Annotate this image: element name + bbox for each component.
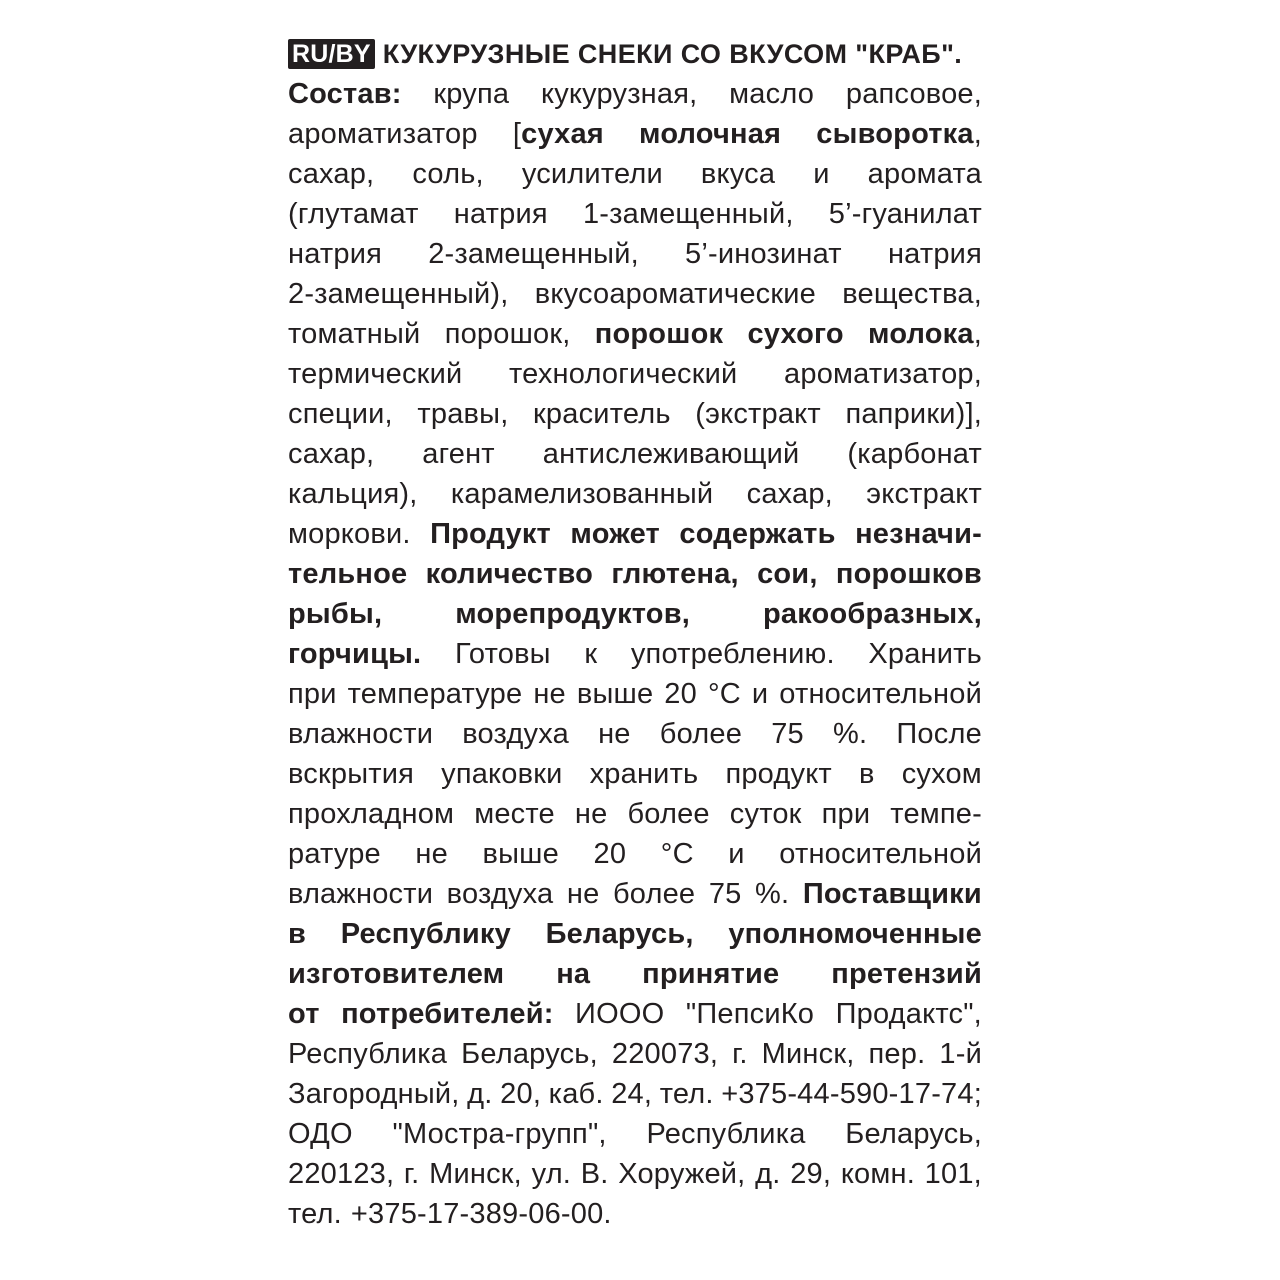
text-word: масло xyxy=(729,78,815,110)
ingredients-label xyxy=(288,34,982,1234)
text-word: крупа xyxy=(433,78,510,110)
text-line xyxy=(288,514,982,554)
text-word: Республика xyxy=(288,1038,448,1070)
text-word: употреблению. xyxy=(630,638,835,670)
text-line xyxy=(288,114,982,154)
text-line xyxy=(288,1194,982,1234)
text-word: Продактс", xyxy=(835,998,982,1030)
text-word: более xyxy=(659,718,743,750)
text-word: г. xyxy=(403,1158,420,1190)
text-line xyxy=(288,714,982,754)
text-word: пер. xyxy=(868,1038,926,1070)
text-word: °С xyxy=(660,838,694,870)
text-word: глютена, xyxy=(611,558,739,590)
text-word: порошок xyxy=(594,318,724,350)
text-word: на xyxy=(556,958,591,990)
text-word: вкуса xyxy=(700,158,776,190)
text-line xyxy=(288,274,982,314)
text-word: молока, xyxy=(868,318,982,350)
text-word: и xyxy=(751,678,769,710)
text-word: Готовы xyxy=(454,638,551,670)
text-word: натрия xyxy=(288,238,383,270)
text-word: комн. xyxy=(840,1158,915,1190)
text-word: усилители xyxy=(521,158,663,190)
text-word: и xyxy=(728,838,745,870)
text-word: 2-замещенный, xyxy=(428,238,639,270)
text-word: Загородный, xyxy=(288,1078,460,1110)
text-word: Поставщики xyxy=(802,878,982,910)
text-line xyxy=(288,674,982,714)
text-word: Беларусь, xyxy=(545,918,694,950)
text-word: каб. xyxy=(548,1078,604,1110)
text-word: 20 xyxy=(593,838,627,870)
text-word: выше xyxy=(482,838,559,870)
text-word: и xyxy=(813,158,830,190)
text-word: травы, xyxy=(417,398,509,430)
text-line xyxy=(288,874,982,914)
text-word: горчицы. xyxy=(288,638,422,670)
text-word: ароматизатор xyxy=(288,118,478,150)
text-word: 5’-гуанилат xyxy=(828,198,982,230)
text-word: 29, xyxy=(790,1158,832,1190)
text-line xyxy=(288,1034,982,1074)
text-line xyxy=(288,394,982,434)
text-word: порошков xyxy=(835,558,982,590)
text-word: порошок, xyxy=(444,318,571,350)
text-word: термический xyxy=(288,358,463,390)
text-word: После xyxy=(896,718,982,750)
text-word: вещества, xyxy=(842,278,982,310)
text-word: температуре xyxy=(347,678,523,710)
text-word: 75 xyxy=(771,718,804,750)
text-word: [сухая xyxy=(512,118,604,150)
language-badge: RU/BY xyxy=(288,39,375,69)
text-word: влажности xyxy=(288,718,434,750)
text-word: сыворотка, xyxy=(816,118,982,150)
text-line xyxy=(288,314,982,354)
text-word: тел. xyxy=(659,1078,714,1110)
text-word: 1-й xyxy=(939,1038,982,1070)
text-word: (глутамат xyxy=(288,198,419,230)
label-title-row xyxy=(288,34,982,74)
text-line xyxy=(288,554,982,594)
text-word: экстракт xyxy=(866,478,982,510)
text-word: кальция), xyxy=(288,478,418,510)
text-word: 1-замещенный, xyxy=(582,198,794,230)
text-word: претензий xyxy=(831,958,982,990)
text-word: не xyxy=(533,678,566,710)
text-word: вскрытия xyxy=(288,758,415,790)
text-word: относительной xyxy=(779,838,982,870)
text-word: месте xyxy=(474,798,555,830)
text-word: принятие xyxy=(642,958,780,990)
text-word: 24, xyxy=(611,1078,653,1110)
text-word: может xyxy=(570,518,660,550)
text-word: тельное xyxy=(288,558,408,590)
text-word: краситель xyxy=(533,398,671,430)
text-word: 5’-инозинат xyxy=(685,238,842,270)
text-word: в xyxy=(859,758,875,790)
text-word: выше xyxy=(576,678,654,710)
text-word: томатный xyxy=(288,318,421,350)
text-word: относительной xyxy=(779,678,982,710)
text-line xyxy=(288,194,982,234)
text-word: моркови. xyxy=(288,518,411,550)
text-word: +375-17-389-06-00. xyxy=(350,1198,612,1230)
text-word: "ПепсиКо xyxy=(685,998,815,1030)
text-word: +375-44-590-17-74; xyxy=(721,1078,982,1110)
text-word: сухого xyxy=(747,318,844,350)
text-word: сахар, xyxy=(746,478,833,510)
text-line xyxy=(288,794,982,834)
text-word: рапсовое, xyxy=(845,78,982,110)
text-word: более xyxy=(612,878,696,910)
text-line xyxy=(288,914,982,954)
text-word: технологический xyxy=(508,358,738,390)
text-word: темпе- xyxy=(890,798,982,830)
text-word: %. xyxy=(833,718,868,750)
text-word: 20, xyxy=(500,1078,542,1110)
text-word: более xyxy=(627,798,710,830)
text-word: от xyxy=(288,998,320,1030)
text-word: тел. xyxy=(288,1198,342,1230)
text-word: 2-замещенный), xyxy=(288,278,509,310)
text-word: хранить xyxy=(589,758,699,790)
text-line xyxy=(288,234,982,274)
text-word: %. xyxy=(755,878,790,910)
text-word: рыбы, xyxy=(288,598,383,630)
text-word: ратуре xyxy=(288,838,381,870)
text-line xyxy=(288,834,982,874)
text-word: кукурузная, xyxy=(540,78,698,110)
text-word: 75 xyxy=(708,878,742,910)
text-word: натрия xyxy=(453,198,548,230)
text-line xyxy=(288,354,982,394)
text-word: количество xyxy=(425,558,594,590)
text-word: морепродуктов, xyxy=(455,598,691,630)
text-word: 101, xyxy=(924,1158,982,1190)
text-word: сои, xyxy=(757,558,818,590)
text-word: не xyxy=(598,718,631,750)
text-line xyxy=(288,1114,982,1154)
text-word: специи, xyxy=(288,398,393,430)
text-word: ОДО xyxy=(288,1118,353,1150)
text-word: воздуха xyxy=(462,718,569,750)
text-word: паприки)], xyxy=(845,398,982,430)
text-word: ароматизатор, xyxy=(784,358,982,390)
text-word: г. xyxy=(732,1038,748,1070)
text-word: незначи- xyxy=(855,518,982,550)
text-line xyxy=(288,154,982,194)
text-word: натрия xyxy=(887,238,982,270)
text-word: воздуха xyxy=(446,878,554,910)
ingredients-text xyxy=(288,74,982,1234)
text-word: Хранить xyxy=(868,638,982,670)
text-word: не xyxy=(574,798,608,830)
text-word: 220123, xyxy=(288,1158,395,1190)
text-word: Минск, xyxy=(761,1038,855,1070)
text-line xyxy=(288,74,982,114)
text-word: Продукт xyxy=(430,518,551,550)
text-word: содержать xyxy=(679,518,836,550)
text-word: молочная xyxy=(639,118,782,150)
text-word: влажности xyxy=(288,878,434,910)
text-word: д. xyxy=(467,1078,493,1110)
text-word: в xyxy=(288,918,307,950)
text-word: Хоружей, xyxy=(618,1158,746,1190)
text-word: Беларусь, xyxy=(461,1038,598,1070)
text-word: сахар, xyxy=(288,438,375,470)
text-word: Республика xyxy=(646,1118,806,1150)
text-word: (экстракт xyxy=(695,398,821,430)
text-word: Состав: xyxy=(288,78,402,110)
text-word: агент xyxy=(422,438,495,470)
text-line xyxy=(288,754,982,794)
text-line xyxy=(288,634,982,674)
text-word: Беларусь, xyxy=(845,1118,982,1150)
text-line xyxy=(288,994,982,1034)
text-word: сухом xyxy=(901,758,982,790)
text-word: (карбонат xyxy=(847,438,982,470)
text-word: д. xyxy=(755,1158,781,1190)
text-word: суток xyxy=(729,798,802,830)
text-word: к xyxy=(584,638,598,670)
text-word: ул. xyxy=(531,1158,572,1190)
text-word: ИООО xyxy=(575,998,665,1030)
text-word: карамелизованный xyxy=(450,478,714,510)
text-word: уполномоченные xyxy=(728,918,982,950)
text-word: соль, xyxy=(412,158,484,190)
text-word: антислеживающий xyxy=(542,438,800,470)
text-word: при xyxy=(821,798,871,830)
text-line xyxy=(288,1074,982,1114)
text-word: упаковки xyxy=(441,758,563,790)
text-word: °С xyxy=(707,678,741,710)
text-word: В. xyxy=(580,1158,609,1190)
text-word: Минск, xyxy=(429,1158,522,1190)
text-line xyxy=(288,954,982,994)
text-word: при xyxy=(288,678,337,710)
product-title: КУКУРУЗНЫЕ СНЕКИ СО ВКУСОМ "КРАБ". xyxy=(382,39,963,69)
text-word: потребителей: xyxy=(341,998,554,1030)
text-word: 20 xyxy=(664,678,697,710)
text-word: вкусоароматические xyxy=(534,278,816,310)
text-word: сахар, xyxy=(288,158,375,190)
text-word: ракообразных, xyxy=(762,598,982,630)
text-line xyxy=(288,434,982,474)
text-word: 220073, xyxy=(611,1038,719,1070)
text-word: Республику xyxy=(340,918,511,950)
text-line xyxy=(288,1154,982,1194)
text-word: аромата xyxy=(867,158,982,190)
text-line xyxy=(288,594,982,634)
text-word: не xyxy=(566,878,600,910)
text-line xyxy=(288,474,982,514)
text-word: "Мостра-групп", xyxy=(392,1118,607,1150)
text-word: изготовителем xyxy=(288,958,505,990)
text-word: прохладном xyxy=(288,798,455,830)
text-word: продукт xyxy=(725,758,832,790)
text-word: не xyxy=(415,838,448,870)
